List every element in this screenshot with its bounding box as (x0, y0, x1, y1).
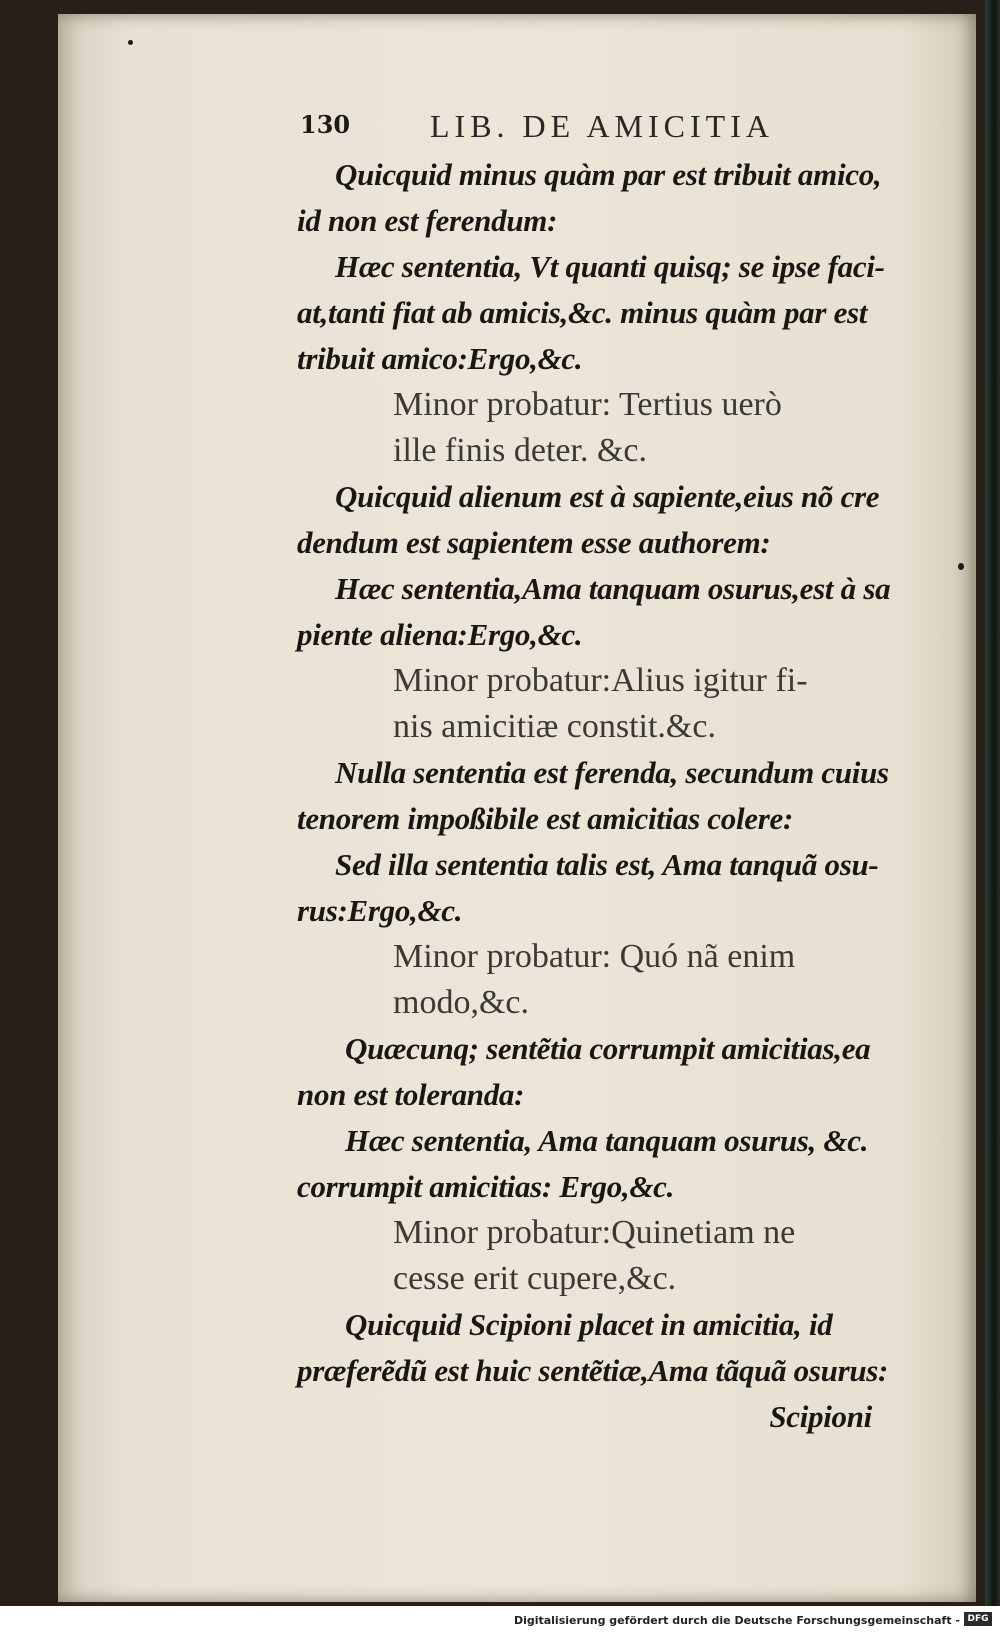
syllogism-line: præferẽdũ est huic sentẽtiæ,Ama tãquã osurus: (297, 1353, 889, 1388)
syllogism-line: Quicquid alienum est à sapiente,eius nõ cre (335, 479, 880, 514)
syllogism-line: corrumpit amicitias: Ergo,&c. (297, 1169, 675, 1204)
minor-probatur-line: ille finis deter. &c. (393, 432, 647, 469)
syllogism-line: tribuit amico:Ergo,&c. (297, 341, 583, 376)
minor-probatur-line: cesse erit cupere,&c. (393, 1260, 677, 1297)
syllogism-line: Hæc sententia,Ama tanquam osurus,est à sa (335, 571, 891, 606)
syllogism-line: piente aliena:Ergo,&c. (297, 617, 583, 652)
minor-probatur-line: nis amicitiæ constit.&c. (393, 708, 716, 745)
minor-probatur-line: Minor probatur:Quinetiam ne (393, 1214, 796, 1251)
syllogism-line: Quicquid minus quàm par est tribuit amico, (335, 157, 882, 192)
syllogism-line: id non est ferendum: (297, 203, 558, 238)
syllogism-line: Quicquid Scipioni placet in amicitia, id (345, 1307, 833, 1342)
minor-probatur-line: Minor probatur:Alius igitur fi- (393, 662, 808, 699)
dfg-logo: DFG (964, 1612, 992, 1626)
syllogism-line: Quæcunq; sentẽtia corrumpit amicitias,ea (345, 1031, 871, 1066)
syllogism-line: Sed illa sententia talis est, Ama tanquã osu- (335, 847, 879, 882)
running-title: LIB. DE AMICITIA (430, 108, 774, 144)
syllogism-line: Hæc sententia, Ama tanquam osurus, &c. (345, 1123, 869, 1158)
syllogism-line: Nulla sententia est ferenda, secundum cuius (335, 755, 889, 790)
minor-probatur-line: Minor probatur: Quó nã enim (393, 938, 796, 975)
page-header (300, 108, 860, 148)
minor-probatur-line: Minor probatur: Tertius uerò (393, 386, 782, 423)
syllogism-line: at,tanti fiat ab amicis,&c. minus quàm par est (297, 295, 868, 330)
syllogism-line: dendum est sapientem esse authorem: (297, 525, 771, 560)
funding-credit: Digitalisierung gefördert durch die Deutsche Forschungsgemeinschaft - (513, 1614, 960, 1627)
syllogism-line: Scipioni (769, 1399, 872, 1434)
speck (958, 563, 964, 570)
page-text (297, 152, 927, 1440)
minor-probatur-line: modo,&c. (393, 984, 529, 1021)
syllogism-line: tenorem impoßibile est amicitias colere: (297, 801, 793, 836)
syllogism-line: rus:Ergo,&c. (297, 893, 463, 928)
speck (128, 40, 133, 45)
page-number: 130 (300, 110, 351, 139)
syllogism-line: non est toleranda: (297, 1077, 525, 1112)
page-edge (985, 0, 1000, 1633)
syllogism-line: Hæc sententia, Vt quanti quisq; se ipse faci- (335, 249, 885, 284)
